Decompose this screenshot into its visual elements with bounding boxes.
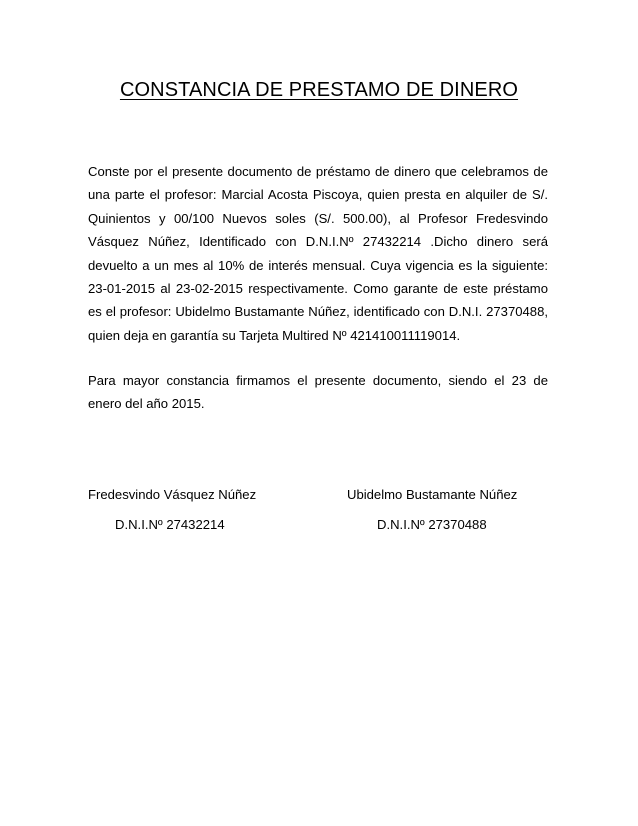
signatory-1-dni: D.N.I.Nº 27432214	[115, 517, 225, 532]
signatory-1-name: Fredesvindo Vásquez Núñez	[88, 487, 257, 502]
closing-paragraph: Para mayor constancia firmamos el presente documento, siendo el 23 de enero del año 2015.	[88, 373, 548, 412]
document-title: CONSTANCIA DE PRESTAMO DE DINERO	[119, 79, 519, 101]
signatory-2-name: Ubidelmo Bustamante Núñez	[347, 487, 518, 502]
signatory-2-dni: D.N.I.Nº 27370488	[377, 517, 487, 532]
loan-terms-paragraph: Conste por el presente documento de préstamo de dinero que celebramos de una parte el profesor: Marcial Acosta Piscoya, quien presta en alquiler de S/. Quinientos y 00/100 Nuevos soles (S/. 500.00), al Profesor Fredesvindo Vásquez Núñez, Identificado con D.N.I.Nº 27432214 .Dicho dinero será devuelto a un mes al 10% de interés mensual. Cuya vigencia es la siguiente: 23-01-2015 al 23-02-2015 respectivamente. Como garante de este préstamo es el profesor: Ubidelmo Bustamante Núñez, identificado con D.N.I. 27370488, quien deja en garantía su Tarjeta Multired Nº 421410011119014.	[88, 164, 548, 343]
